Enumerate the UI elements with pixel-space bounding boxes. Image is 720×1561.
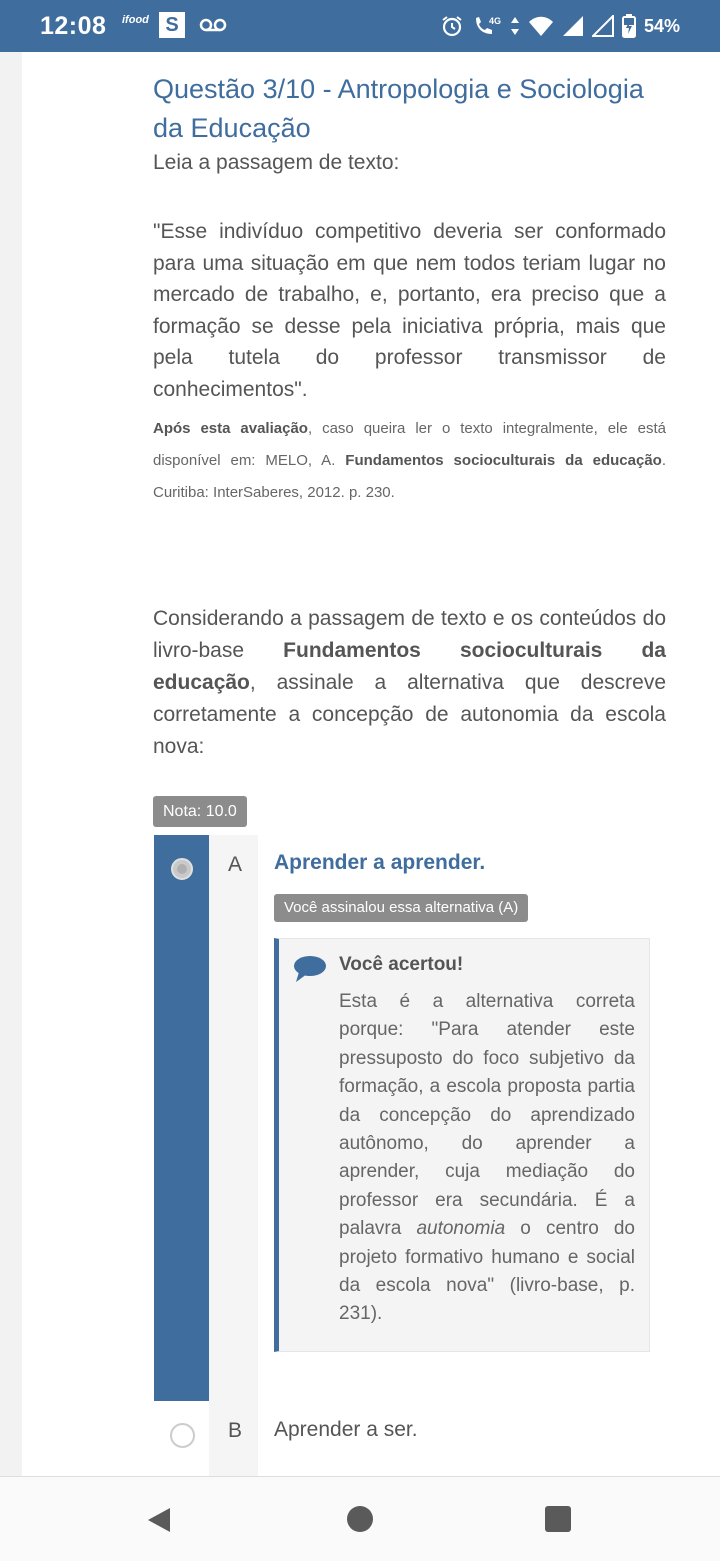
citation-text-2: . Curitiba: InterSaberes, 2012. p. 230.	[153, 452, 666, 501]
home-icon[interactable]	[347, 1506, 373, 1532]
citation	[153, 413, 666, 509]
question-title: Questão 3/10 - Antropologia e Sociologia da Educação	[153, 74, 644, 143]
citation-bold-2: Fundamentos socioculturais da educação	[345, 452, 662, 469]
option-b-body	[258, 1401, 666, 1476]
option-b-text: Aprender a ser.	[274, 1418, 418, 1441]
alarm-icon	[440, 14, 464, 38]
option-b[interactable]	[154, 1401, 666, 1476]
option-a-letter: A	[228, 853, 243, 876]
comment-icon	[293, 955, 327, 988]
question-prompt	[153, 603, 666, 763]
network-type: 4G	[488, 16, 501, 26]
question-content	[153, 52, 666, 763]
recents-icon[interactable]	[545, 1506, 571, 1532]
option-b-radio[interactable]	[170, 1423, 195, 1448]
citation-bold-1: Após esta avaliação	[153, 420, 308, 437]
signal-weak-icon	[592, 15, 614, 37]
quoted-passage: "Esse indivíduo competitivo deveria ser conformado para uma situação em que nem todos teriam lugar no mercado de trabalho, e, portanto, era preciso que a formação se desse pela iniciativa própria, mais que pela tutela do professor transmissor de conhecimentos".	[153, 220, 666, 401]
option-a-letter-column	[209, 835, 258, 1401]
wifi-icon	[528, 15, 554, 37]
signal-icon	[562, 15, 584, 37]
question-page	[22, 52, 720, 1476]
option-a-text: Aprender a aprender.	[274, 851, 486, 874]
s-notification-icon: S	[159, 12, 185, 38]
ifood-notification-icon: ifood	[122, 14, 149, 26]
question-lead: Leia a passagem de texto:	[153, 151, 400, 174]
status-icons	[440, 12, 680, 40]
option-b-letter: B	[228, 1419, 243, 1442]
option-a-radio[interactable]	[171, 858, 193, 880]
feedback-title: Você acertou!	[339, 954, 464, 975]
feedback-text	[339, 988, 635, 1329]
option-b-radio-column	[154, 1401, 209, 1476]
option-a-selected-bar	[154, 835, 209, 1401]
feedback-text-1: Esta é a alternativa correta porque: "Para atender este pressuposto do foco subjetivo da formação, a escola proposta partia da concepção do aprendizado autônomo, do aprender a aprender, cuja mediação do professor era secundária. É a palavra	[339, 991, 635, 1240]
data-arrows-icon	[510, 15, 520, 37]
navigation-bar	[0, 1476, 720, 1561]
option-a[interactable]	[154, 835, 666, 1401]
feedback-italic: autonomia	[416, 1218, 506, 1240]
feedback-box	[274, 938, 650, 1352]
back-icon[interactable]	[146, 1506, 172, 1539]
option-a-body	[258, 835, 666, 1401]
call-4g-icon	[472, 14, 502, 38]
citation-text-1: , caso queira ler o texto integralmente, ele está disponível em: MELO, A.	[153, 420, 666, 469]
voicemail-icon	[199, 14, 227, 41]
battery-percent: 54%	[643, 15, 680, 36]
feedback-text-2: o centro do projeto formativo humano e social da escola nova" (livro-base, p. 231).	[339, 1218, 635, 1325]
prompt-book-title: Fundamentos socioculturais da educação	[153, 639, 666, 694]
score-badge: Nota: 10.0	[153, 796, 247, 827]
prompt-text-1: Considerando a passagem de texto e os conteúdos do livro-base	[153, 607, 666, 662]
prompt-text-2: , assinale a alternativa que descreve corretamente a concepção de autonomia da escola nova:	[153, 671, 666, 758]
status-time: 12:08	[40, 12, 107, 40]
status-bar	[0, 0, 720, 52]
battery-icon	[622, 14, 636, 38]
selected-answer-badge: Você assinalou essa alternativa (A)	[274, 894, 528, 922]
